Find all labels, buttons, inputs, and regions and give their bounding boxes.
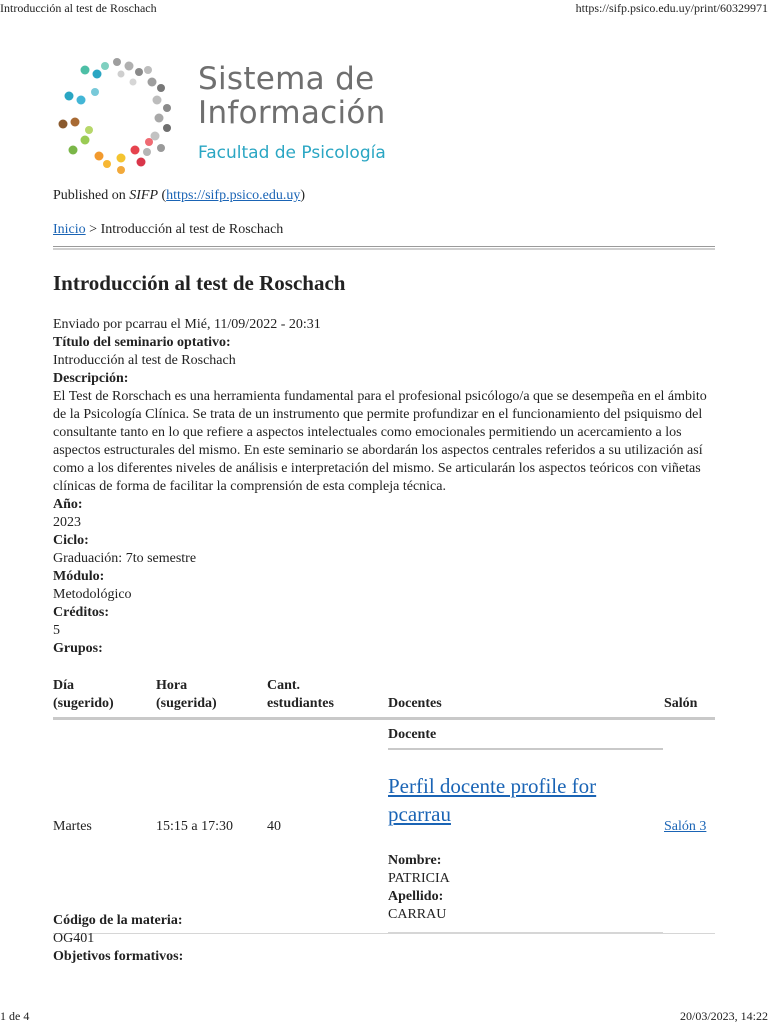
logo-line-1: Sistema de bbox=[198, 61, 375, 97]
creditos-value: 5 bbox=[53, 623, 60, 638]
breadcrumb-home-link[interactable]: Inicio bbox=[53, 222, 86, 237]
submitted-info: Enviado por pcarrau el Mié, 11/09/2022 - 20:31 bbox=[53, 317, 321, 332]
node-content bbox=[53, 316, 715, 658]
grupos-label: Grupos: bbox=[53, 641, 103, 656]
objetivos-label: Objetivos formativos: bbox=[53, 949, 184, 964]
published-url-link[interactable]: https://sifp.psico.edu.uy bbox=[166, 188, 301, 203]
nombre-label: Nombre: bbox=[388, 853, 442, 868]
published-paren-open: ( bbox=[158, 188, 167, 203]
print-header-title: Introducción al test de Roschach bbox=[0, 1, 157, 15]
anio-label: Año: bbox=[53, 497, 83, 512]
cell-dia: Martes bbox=[53, 818, 92, 834]
apellido-label: Apellido: bbox=[388, 889, 444, 904]
groups-table bbox=[53, 677, 715, 934]
groups-header-row bbox=[53, 677, 715, 719]
print-footer bbox=[0, 1008, 768, 1024]
logo-line-2: Información bbox=[198, 95, 386, 131]
descripcion-label: Descripción: bbox=[53, 371, 129, 386]
breadcrumb-current: Introducción al test de Roschach bbox=[100, 222, 284, 237]
breadcrumb-divider bbox=[53, 246, 715, 250]
header-dia: Día (sugerido) bbox=[53, 678, 114, 711]
page-title: Introducción al test de Roschach bbox=[53, 271, 346, 295]
print-header bbox=[0, 0, 768, 16]
modulo-value: Metodológico bbox=[53, 587, 132, 602]
page-counter: 1 de 4 bbox=[0, 1009, 30, 1023]
logo-text bbox=[198, 62, 386, 164]
more-fields bbox=[53, 912, 183, 966]
cell-cant: 40 bbox=[267, 818, 281, 834]
docente-divider bbox=[388, 924, 663, 933]
creditos-label: Créditos: bbox=[53, 605, 109, 620]
logo-line-3: Facultad de Psicología bbox=[198, 143, 386, 163]
titulo-value: Introducción al test de Roschach bbox=[53, 353, 236, 368]
modulo-label: Módulo: bbox=[53, 569, 105, 584]
published-prefix: Published on bbox=[53, 188, 130, 203]
cell-hora: 15:15 a 17:30 bbox=[156, 818, 233, 834]
titulo-label: Título del seminario optativo: bbox=[53, 335, 231, 350]
cell-docentes bbox=[388, 719, 664, 934]
published-on bbox=[53, 188, 305, 204]
header-salon: Salón bbox=[664, 696, 698, 711]
cell-salon bbox=[664, 719, 715, 934]
header-cant: Cant. estudiantes bbox=[267, 678, 334, 711]
codigo-value: OG401 bbox=[53, 931, 95, 946]
published-paren-close: ) bbox=[300, 188, 306, 203]
ciclo-label: Ciclo: bbox=[53, 533, 89, 548]
salon-link[interactable]: Salón 3 bbox=[664, 818, 707, 834]
docente-profile-link[interactable]: Perfil docente profile for pcarrau bbox=[388, 774, 597, 826]
published-site: SIFP bbox=[129, 188, 158, 203]
header-hora: Hora (sugerida) bbox=[156, 678, 217, 711]
ciclo-value: Graduación: 7to semestre bbox=[53, 551, 197, 566]
header-docentes: Docentes bbox=[388, 696, 442, 711]
docente-subheader: Docente bbox=[388, 720, 663, 750]
print-header-url: https://sifp.psico.edu.uy/print/60329971 bbox=[575, 1, 768, 15]
table-row bbox=[53, 719, 715, 934]
descripcion-value: El Test de Rorschach es una herramienta fundamental para el profesional psicólogo/a que se desempeña en el ámbito de la Psicología Clínica. Se trata de un instrumento que permite profundizar en el funcionamiento del psiquismo del consultante tanto en lo que refiere a aspectos intelectuales como emocionales permitiendo un acercamiento a los aspectos estructurales del mismo. En este seminario se abordarán los aspectos centrales referidos a su utilización así como a los diferentes niveles de análisis e interpretación del mismo. Se articularán los aspectos teóricos con viñetas clínicas de forma de facilitar la comprensión de esta compleja técnica. bbox=[53, 389, 707, 494]
codigo-label: Código de la materia: bbox=[53, 913, 183, 928]
site-logo bbox=[55, 52, 385, 182]
anio-value: 2023 bbox=[53, 515, 81, 530]
breadcrumb bbox=[53, 222, 283, 238]
logo-dots-icon bbox=[55, 52, 185, 182]
nombre-value: PATRICIA bbox=[388, 871, 450, 886]
docente-block bbox=[388, 720, 663, 933]
apellido-value: CARRAU bbox=[388, 907, 447, 922]
print-datetime: 20/03/2023, 14:22 bbox=[679, 1009, 768, 1023]
breadcrumb-separator: > bbox=[85, 222, 101, 237]
